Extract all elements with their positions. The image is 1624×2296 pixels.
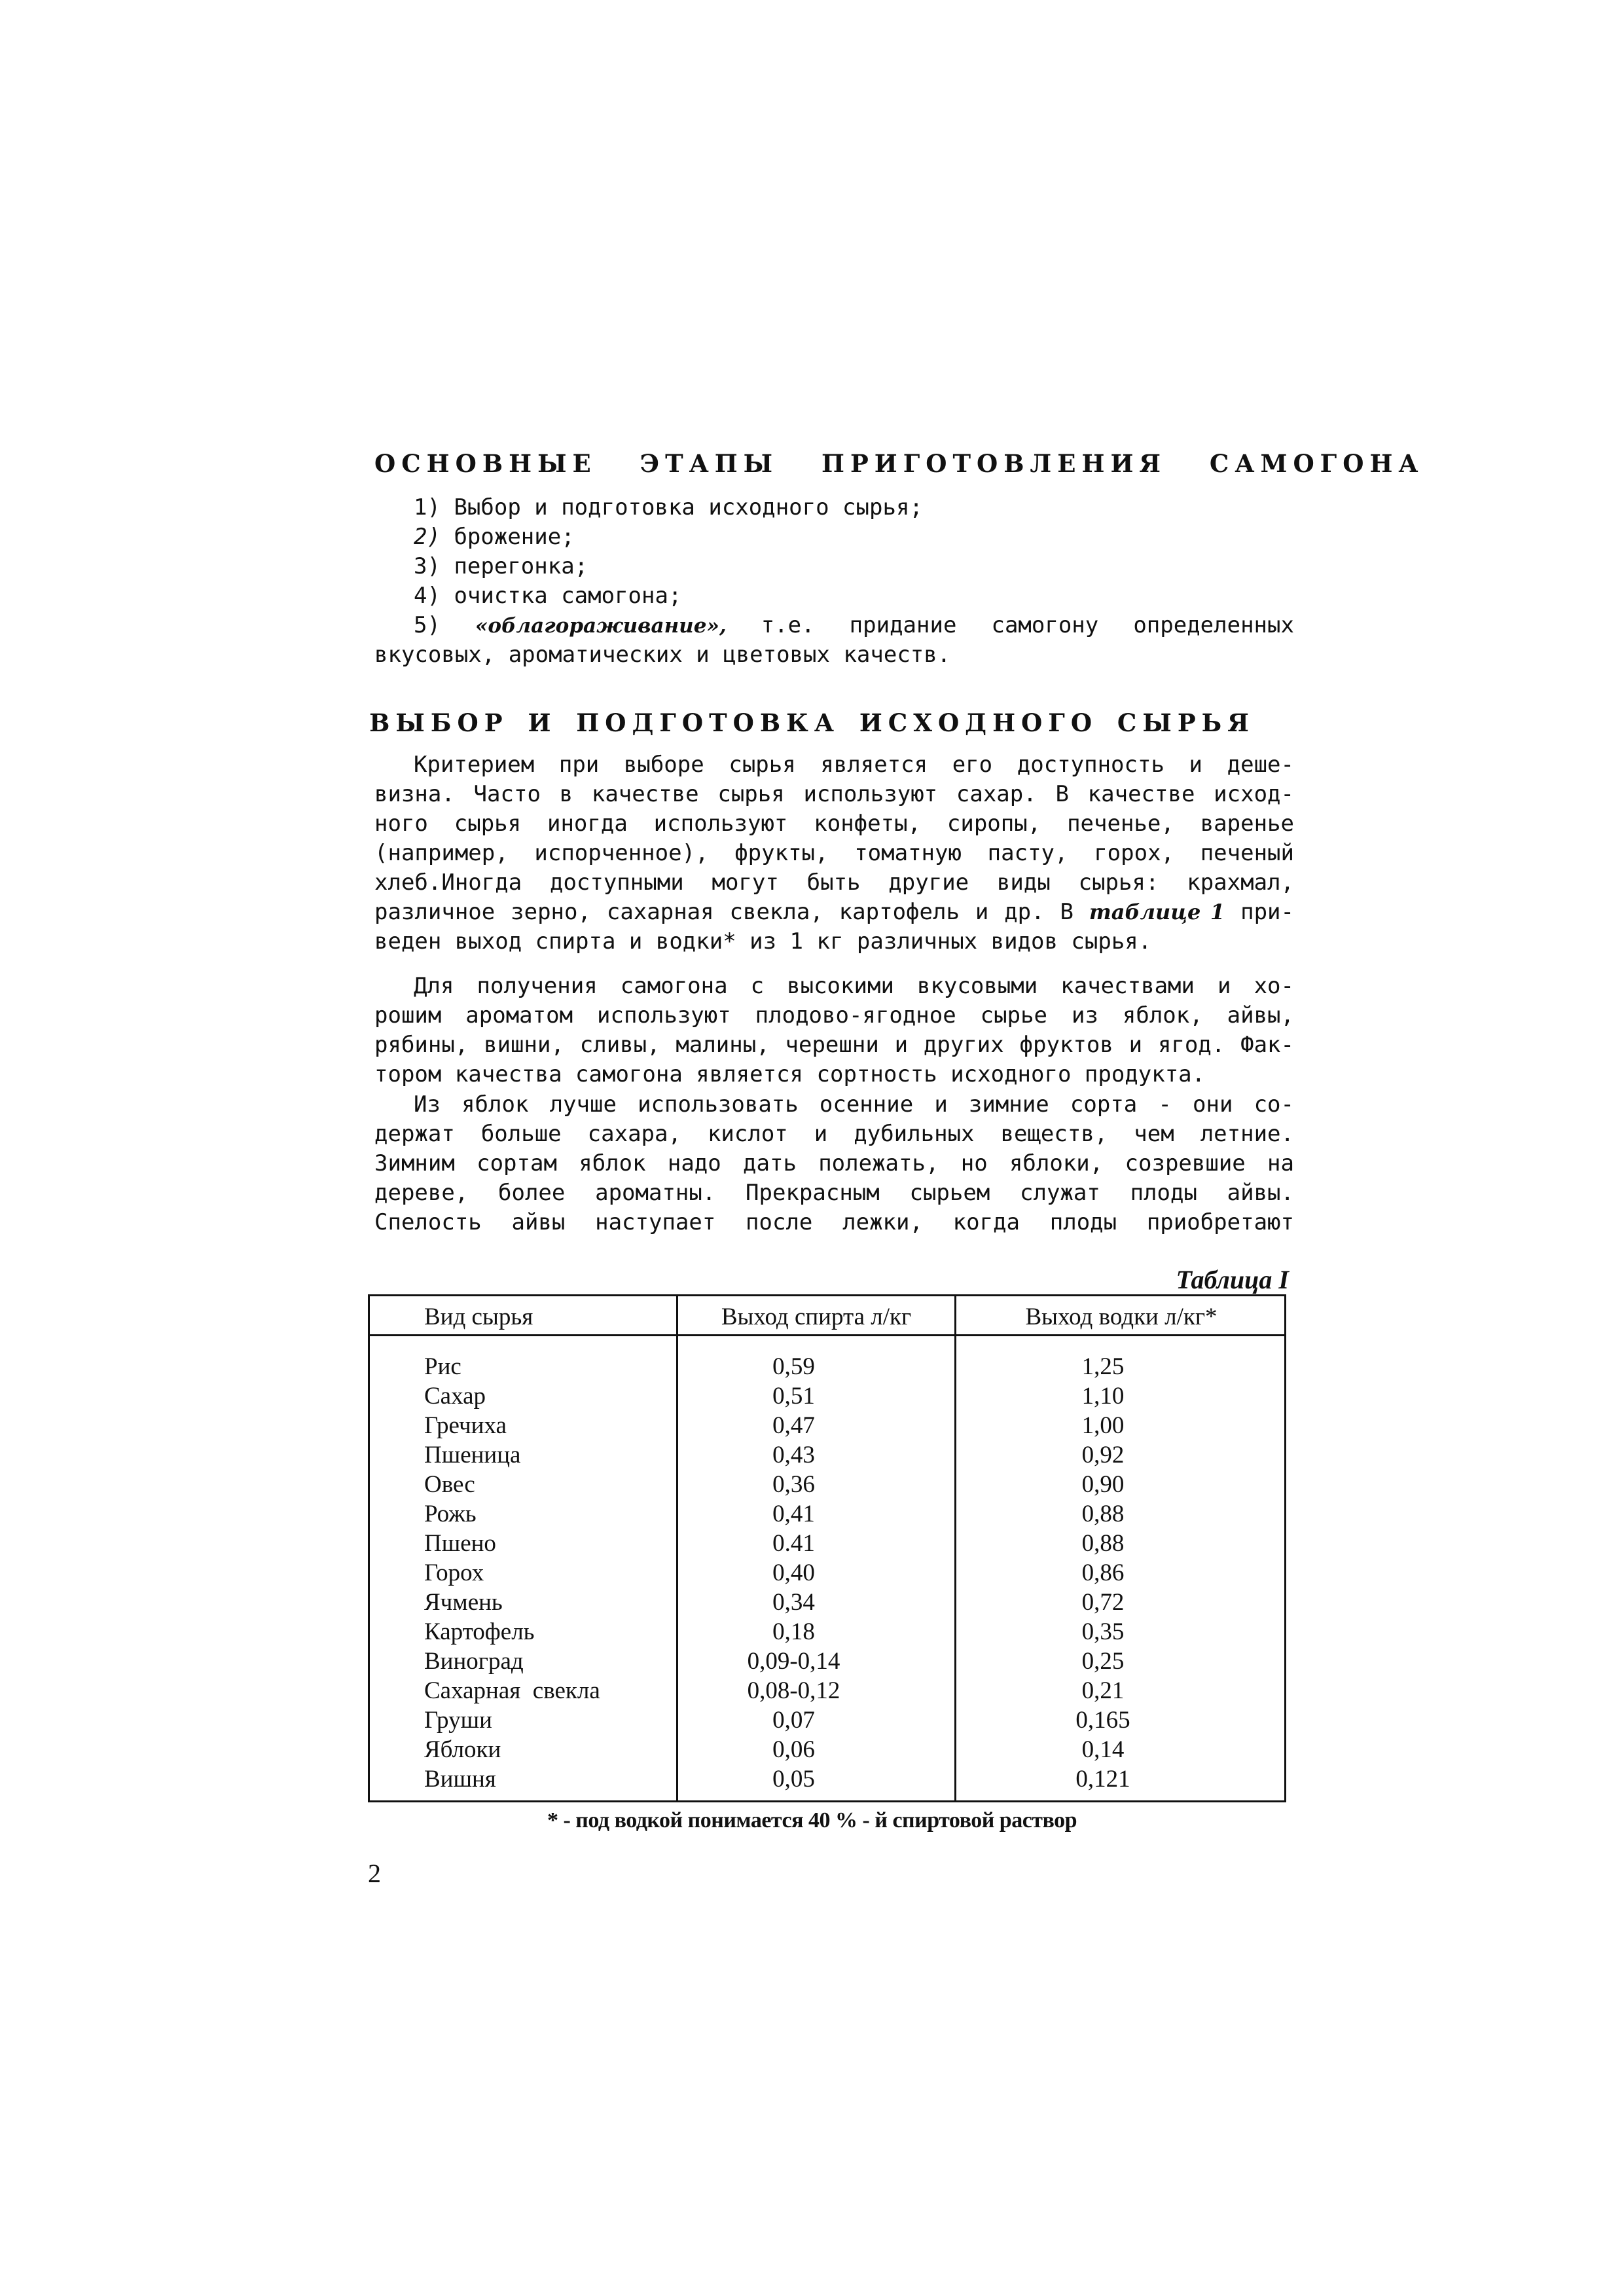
material-cell: Рис [424, 1353, 461, 1380]
spirit-yield-cell: 0,34 [772, 1589, 815, 1616]
vodka-yield-cell: 0,14 [1081, 1736, 1125, 1763]
paragraph-line: ного сырья иногда используют конфеты, сиропы, печенье, варенье [374, 811, 1294, 837]
paragraph-line: Критерием при выборе сырья является его доступность и деше- [414, 752, 1294, 778]
table-row [370, 1470, 1284, 1499]
vodka-yield-cell: 0,21 [1081, 1677, 1125, 1704]
material-cell: Пшеница [424, 1442, 521, 1468]
table-header-material: Вид сырья [424, 1303, 533, 1330]
table-row [370, 1735, 1284, 1764]
material-cell: Сахарная свекла [424, 1677, 600, 1704]
vodka-yield-cell: 0,35 [1081, 1618, 1125, 1645]
list-item-continuation: вкусовых, ароматических и цветовых качеств. [374, 642, 951, 668]
paragraph-text: при- [1240, 899, 1294, 925]
list-item [414, 581, 1294, 610]
vodka-yield-cell: 0,88 [1081, 1501, 1125, 1527]
table-row [370, 1588, 1284, 1617]
spirit-yield-cell: 0,09-0,14 [747, 1648, 840, 1675]
spirit-yield-cell: 0,41 [772, 1501, 815, 1527]
spirit-yield-cell: 0,43 [772, 1442, 815, 1468]
material-cell: Овес [424, 1471, 475, 1498]
table-row [370, 1352, 1284, 1381]
section-heading-raw-material: ВЫБОР И ПОДГОТОВКА ИСХОДНОГО СЫРЬЯ [369, 708, 1255, 737]
list-item [414, 611, 1294, 640]
list-item-text: перегонка; [454, 553, 588, 579]
paragraph-line: дереве, более ароматны. Прекрасным сырьем служат плоды айвы. [374, 1180, 1294, 1206]
paragraph-line: Для получения самогона с высокими вкусовыми качествами и хо- [414, 973, 1294, 999]
spirit-yield-cell: 0,05 [772, 1766, 815, 1793]
table-header-divider [370, 1334, 1284, 1336]
table-footnote: * - под водкой понимается 40 % - й спиртовой раствор [547, 1808, 1077, 1832]
list-item-number: 3) [414, 553, 441, 579]
paragraph-line: Зимним сортам яблок надо дать полежать, но яблоки, созревшие на [374, 1150, 1294, 1176]
table-row [370, 1617, 1284, 1647]
list-item [414, 552, 1294, 581]
vodka-yield-cell: 1,00 [1081, 1412, 1125, 1439]
list-item-number: 5) [414, 612, 441, 638]
table-row [370, 1676, 1284, 1705]
material-cell: Ячмень [424, 1589, 503, 1616]
vodka-yield-cell: 0,86 [1081, 1559, 1125, 1586]
table-row [370, 1647, 1284, 1676]
material-cell: Груши [424, 1707, 492, 1734]
list-item-text: очистка самогона; [454, 583, 682, 609]
spirit-yield-cell: 0,06 [772, 1736, 815, 1763]
table-body [370, 1352, 1284, 1794]
spirit-yield-cell: 0,18 [772, 1618, 815, 1645]
paragraph-line: визна. Часто в качестве сырья используют сахар. В качестве исход- [374, 781, 1294, 807]
spirit-yield-cell: 0,47 [772, 1412, 815, 1439]
material-cell: Гречиха [424, 1412, 507, 1439]
list-item-number: 2) [414, 524, 441, 550]
list-item [414, 493, 1294, 522]
yield-table [368, 1294, 1286, 1802]
vodka-yield-cell: 0,88 [1081, 1530, 1125, 1557]
material-cell: Пшено [424, 1530, 496, 1557]
table-header-spirit-yield: Выход спирта л/кг [721, 1303, 912, 1330]
table-row [370, 1440, 1284, 1470]
paragraph-line: рябины, вишни, сливы, малины, черешни и других фруктов и ягод. Фак- [374, 1032, 1294, 1058]
table-row [370, 1705, 1284, 1735]
paragraph-line: рошим ароматом используют плодово-ягодное сырье из яблок, айвы, [374, 1002, 1294, 1029]
emphasis-term: «облагораживание», [475, 614, 727, 638]
table-row [370, 1558, 1284, 1588]
table-reference: таблице 1 [1089, 900, 1225, 924]
paragraph-text: различное зерно, сахарная свекла, картофель и др. В [374, 899, 1074, 925]
paragraph-line: веден выход спирта и водки* из 1 кг различных видов сырья. [374, 928, 1152, 955]
paragraph-line: хлеб.Иногда доступными могут быть другие виды сырья: крахмал, [374, 869, 1294, 896]
material-cell: Рожь [424, 1501, 477, 1527]
spirit-yield-cell: 0.41 [772, 1530, 815, 1557]
vodka-yield-cell: 1,25 [1081, 1353, 1125, 1380]
page-number: 2 [368, 1859, 381, 1888]
vodka-yield-cell: 0,92 [1081, 1442, 1125, 1468]
spirit-yield-cell: 0,36 [772, 1471, 815, 1498]
paragraph-line [374, 898, 1294, 926]
material-cell: Картофель [424, 1618, 535, 1645]
material-cell: Вишня [424, 1766, 496, 1793]
material-cell: Сахар [424, 1383, 486, 1410]
table-row [370, 1499, 1284, 1529]
table-row [370, 1411, 1284, 1440]
material-cell: Горох [424, 1559, 484, 1586]
table-caption: Таблица I [1176, 1265, 1289, 1294]
list-item-number: 1) [414, 494, 441, 520]
paragraph-line: держат больше сахара, кислот и дубильных веществ, чем летние. [374, 1121, 1294, 1147]
section-heading-main-stages: ОСНОВНЫЕ ЭТАПЫ ПРИГОТОВЛЕНИЯ САМОГОНА [374, 449, 1424, 478]
list-item-text: т.е. придание самогону определенных [761, 612, 1294, 638]
paragraph-line: (например, испорченное), фрукты, томатную пасту, горох, печеный [374, 840, 1294, 866]
vodka-yield-cell: 0,72 [1081, 1589, 1125, 1616]
paragraph-line: тором качества самогона является сортность исходного продукта. [374, 1061, 1206, 1087]
vodka-yield-cell: 0,121 [1075, 1766, 1130, 1793]
paragraph-line: Из яблок лучше использовать осенние и зимние сорта - они со- [414, 1091, 1294, 1118]
vodka-yield-cell: 0,25 [1081, 1648, 1125, 1675]
table-row [370, 1764, 1284, 1794]
spirit-yield-cell: 0,07 [772, 1707, 815, 1734]
vodka-yield-cell: 0,90 [1081, 1471, 1125, 1498]
list-item-text: Выбор и подготовка исходного сырья; [454, 494, 923, 520]
vodka-yield-cell: 0,165 [1075, 1707, 1130, 1734]
spirit-yield-cell: 0,59 [772, 1353, 815, 1380]
material-cell: Яблоки [424, 1736, 501, 1763]
paragraph-line: Спелость айвы наступает после лежки, когда плоды приобретают [374, 1209, 1294, 1235]
list-item-number: 4) [414, 583, 441, 609]
table-row [370, 1529, 1284, 1558]
material-cell: Виноград [424, 1648, 524, 1675]
list-item-text: брожение; [454, 524, 575, 550]
vodka-yield-cell: 1,10 [1081, 1383, 1125, 1410]
table-row [370, 1381, 1284, 1411]
list-item [414, 522, 1294, 551]
spirit-yield-cell: 0,51 [772, 1383, 815, 1410]
table-header-vodka-yield: Выход водки л/кг* [1025, 1303, 1218, 1330]
spirit-yield-cell: 0,40 [772, 1559, 815, 1586]
spirit-yield-cell: 0,08-0,12 [747, 1677, 840, 1704]
